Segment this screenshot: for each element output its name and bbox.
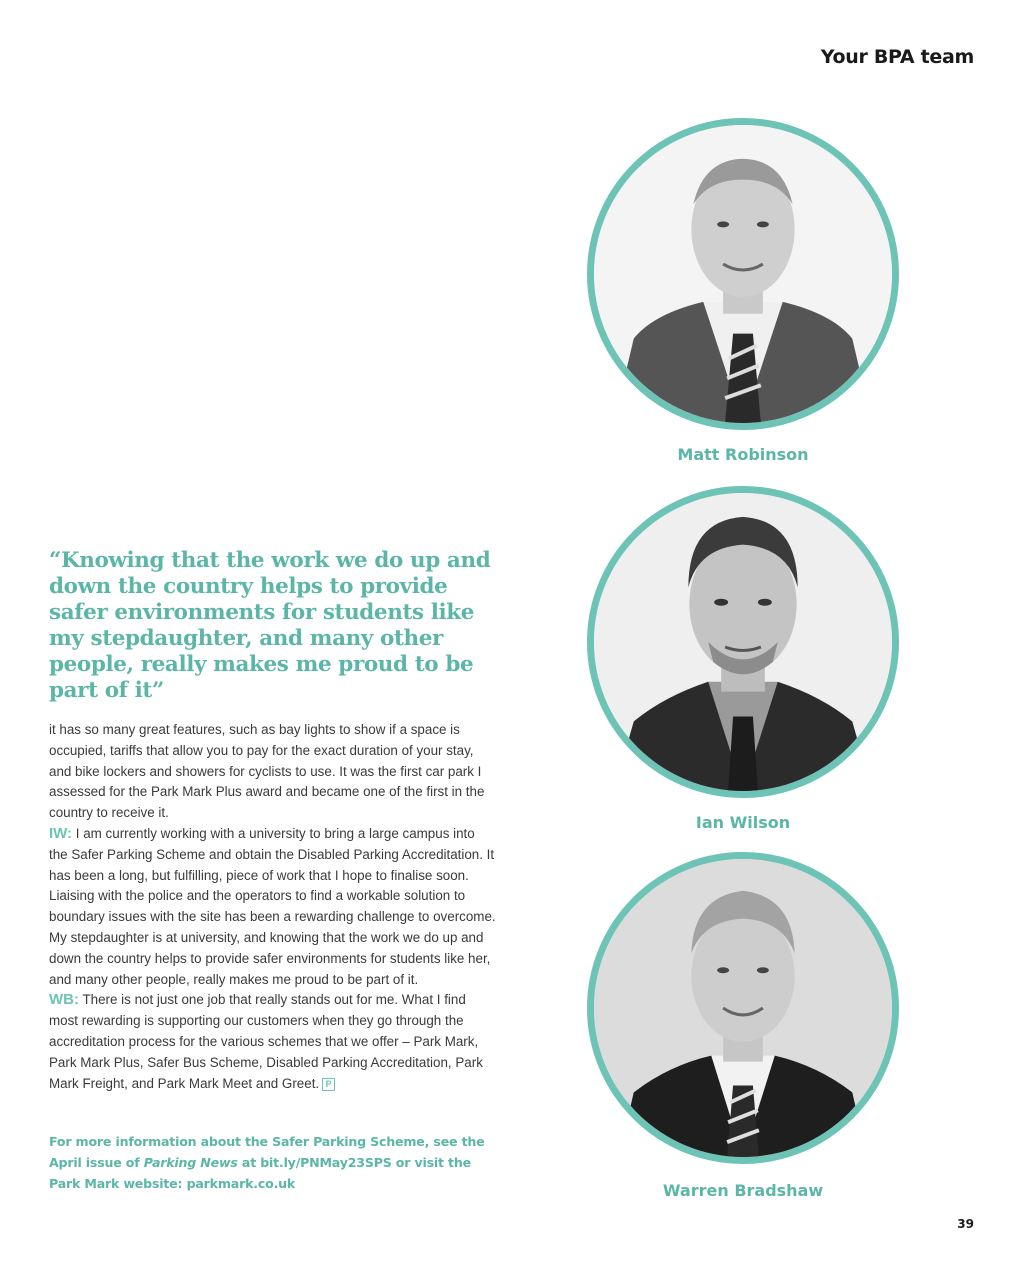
speaker-initials: IW:	[49, 824, 73, 842]
portrait-photo	[594, 859, 892, 1157]
page-number: 39	[957, 1217, 974, 1231]
paragraph	[49, 990, 497, 1094]
pull-quote: “Knowing that the work we do up and down the country helps to provide safer environments for students like my stepdaughter, and many other people, really makes me proud to be part of it”	[49, 548, 491, 703]
article-body	[49, 720, 497, 1094]
paragraph-text: I am currently working with a university to bring a large campus into the Safer Parking Scheme and obtain the Disabled Parking Accreditation. It has been a long, but fulfilling, piece of work that I hope to finalise soon. Liaising with the police and the operators to find a workable solution to boundary issues with the site has been a rewarding challenge to overcome. My stepdaughter is at university, and knowing that the work we do up and down the country helps to provide safer environments for students like her, and many other people, really makes me proud to be part of it.	[49, 825, 496, 987]
portrait-photo	[594, 125, 892, 423]
portrait-matt-robinson	[587, 118, 899, 430]
paragraph	[49, 824, 497, 990]
portrait-photo	[594, 493, 892, 791]
bitly-link[interactable]: bit.ly/PNMay23SPS	[260, 1154, 392, 1170]
more-info-text: or visit the Park Mark website:	[49, 1154, 471, 1191]
more-info	[49, 1132, 499, 1194]
parkmark-link[interactable]: parkmark.co.uk	[186, 1175, 296, 1191]
paragraph: it has so many great features, such as bay lights to show if a space is occupied, tariffs that allow you to pay for the exact duration of your stay, and bike lockers and showers for cyclists to use. It was the first car park I assessed for the Park Mark Plus award and became one of the first in the country to receive it.	[49, 722, 485, 821]
end-mark-icon: P	[322, 1078, 335, 1091]
more-info-text: at	[237, 1154, 261, 1170]
portrait-warren-bradshaw	[587, 852, 899, 1164]
publication-name: Parking News	[143, 1154, 238, 1170]
speaker-initials: WB:	[49, 991, 79, 1009]
person-name: Warren Bradshaw	[662, 1181, 824, 1200]
more-info-text: For more information about the Safer Parking Scheme, see the April issue of	[49, 1134, 485, 1170]
paragraph-text: There is not just one job that really stands out for me. What I find most rewarding is supporting our customers when they go through the accreditation process for the various schemes that we offer – Park Mark, Park Mark Plus, Safer Bus Scheme, Disabled Parking Accreditation, Park Mark Freight, and Park Mark Meet and Greet.	[49, 992, 483, 1091]
section-label: Your BPA team	[820, 46, 974, 68]
person-name: Ian Wilson	[695, 813, 791, 832]
person-name: Matt Robinson	[677, 445, 809, 464]
portrait-ian-wilson	[587, 486, 899, 798]
